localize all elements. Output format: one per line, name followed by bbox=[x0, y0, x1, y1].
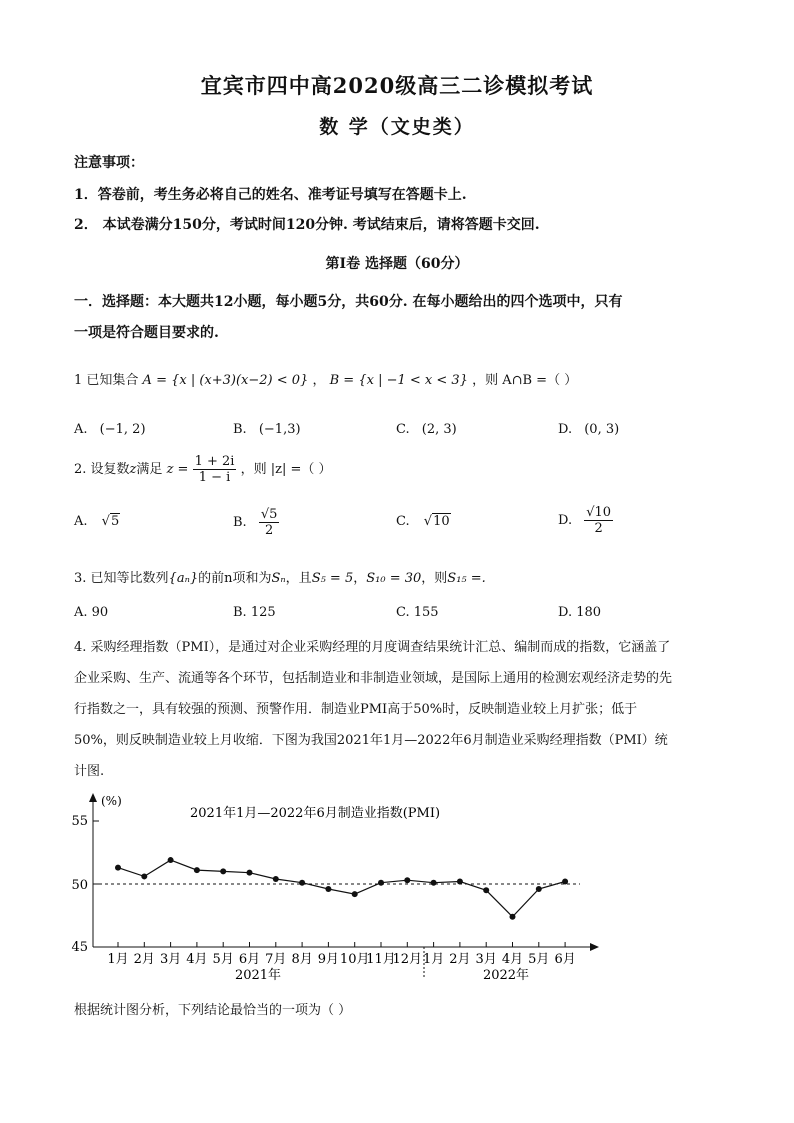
pmi-data-point bbox=[247, 870, 253, 876]
x-tick-label: 10月 bbox=[339, 952, 370, 967]
q1-option-c: C. (2, 3) bbox=[396, 422, 457, 437]
notice-heading: 注意事项： bbox=[74, 155, 144, 171]
q4-line-2: 企业采购、生产、流通等各个环节，包括制造业和非制造业领域，是国际上通用的检测宏观经济走势的先 bbox=[74, 671, 673, 686]
page-title: 宜宾市四中高2020级高三二诊模拟考试 bbox=[200, 73, 594, 98]
q2-option-b: B. $\frac{√5}{2}$ bbox=[233, 507, 278, 538]
q4-line-4: 50%，则反映制造业较上月收缩．下图为我国2021年1月—2022年6月制造业采购经理指数（PMI）统 bbox=[74, 733, 668, 748]
pmi-data-point bbox=[273, 876, 279, 882]
x-tick-label: 12月 bbox=[392, 952, 423, 967]
pmi-data-point bbox=[404, 877, 410, 883]
chart-title: 2021年1月—2022年6月制造业指数(PMI) bbox=[190, 806, 441, 821]
pmi-data-point bbox=[325, 886, 331, 892]
q2-tail: ，则 |z| =（ ） bbox=[240, 462, 332, 477]
y-tick-45: 45 bbox=[71, 940, 88, 955]
year-label-2021: 2021年 bbox=[234, 968, 282, 983]
q3-option-c: C. 155 bbox=[396, 605, 439, 620]
q1-tail: ，则 A∩B =（ ） bbox=[472, 373, 578, 388]
x-tick-label: 1月 bbox=[422, 952, 445, 967]
x-tick-label: 6月 bbox=[238, 952, 261, 967]
q3-option-a: A. 90 bbox=[74, 605, 109, 620]
q1-prefix: 1 已知集合 bbox=[74, 373, 139, 388]
year-label-2022: 2022年 bbox=[482, 968, 530, 983]
q1-option-d-value: (0, 3) bbox=[584, 422, 620, 437]
q3-option-b: B. 125 bbox=[233, 605, 276, 620]
section-intro-line-2: 一项是符合题目要求的. bbox=[74, 325, 219, 341]
q2-option-a: A. √5 bbox=[74, 514, 120, 529]
x-tick-label: 11月 bbox=[366, 952, 396, 967]
q4-line-1: 4. 采购经理指数（PMI），是通过对企业采购经理的月度调查结果统计汇总、编制而成的指数，它涵盖了 bbox=[74, 640, 671, 655]
pmi-data-point bbox=[378, 880, 384, 886]
pmi-data-point bbox=[194, 867, 200, 873]
pmi-data-point bbox=[141, 873, 147, 879]
page-subtitle: 数 学（文史类） bbox=[319, 116, 475, 138]
q1-separator: ， bbox=[312, 373, 326, 388]
notice-item-2: 2． 本试卷满分150分，考试时间120分钟. 考试结束后，请将答题卡交回. bbox=[74, 217, 540, 233]
y-tick-55: 55 bbox=[71, 814, 88, 829]
q2-option-c: C. √10 bbox=[396, 514, 450, 529]
x-tick-label: 8月 bbox=[291, 952, 313, 967]
x-tick-label: 2月 bbox=[449, 952, 471, 967]
x-tick-label: 3月 bbox=[159, 952, 182, 967]
x-tick-label: 3月 bbox=[475, 952, 497, 967]
pmi-data-point bbox=[220, 868, 226, 874]
q1-option-b-value: (−1,3) bbox=[258, 422, 301, 437]
section-title: 第I卷 选择题（60分） bbox=[325, 256, 469, 272]
q1-option-c-value: (2, 3) bbox=[421, 422, 457, 437]
x-tick-label: 5月 bbox=[528, 952, 550, 967]
pmi-data-point bbox=[168, 857, 174, 863]
pmi-data-point bbox=[431, 880, 437, 886]
q1-option-b: B. (−1,3) bbox=[233, 422, 301, 437]
pmi-series-line bbox=[118, 860, 565, 917]
x-tick-label: 4月 bbox=[501, 952, 524, 967]
notice-item-1: 1．答卷前，考生务必将自己的姓名、准考证号填写在答题卡上. bbox=[74, 187, 467, 203]
x-tick-label: 1月 bbox=[107, 952, 129, 967]
x-tick-label: 2月 bbox=[133, 952, 155, 967]
q4-line-5: 计图. bbox=[74, 764, 105, 779]
q1-option-a-value: (−1, 2) bbox=[99, 422, 146, 437]
pmi-line-chart bbox=[0, 780, 794, 990]
pmi-data-point bbox=[483, 887, 489, 893]
x-axis-arrow bbox=[590, 943, 599, 951]
pmi-data-point bbox=[457, 878, 463, 884]
q1-option-a: A. (−1, 2) bbox=[74, 422, 146, 437]
q4-line-3: 行指数之一，具有较强的预测、预警作用．制造业PMI高于50%时，反映制造业较上月扩张；低于 bbox=[74, 702, 638, 717]
question-3: 3. 已知等比数列{aₙ}的前n项和为Sₙ，且S₅ = 5，S₁₀ = 30，则S₁₅ =. bbox=[74, 571, 486, 586]
q3-option-d: D. 180 bbox=[558, 605, 602, 620]
y-axis-arrow bbox=[89, 793, 97, 802]
y-axis-unit: (%) bbox=[101, 794, 122, 808]
pmi-data-point bbox=[115, 865, 121, 871]
q4-question: 根据统计图分析，下列结论最恰当的一项为（ ） bbox=[74, 1003, 352, 1018]
pmi-data-point bbox=[510, 914, 516, 920]
question-2: 2. 设复数z满足 z = $\frac{1 + 2i}{1 - i}$ ，则 |z| =（ ） bbox=[74, 454, 332, 485]
q1-set-b: B = {x | −1 < x < 3} bbox=[329, 373, 468, 388]
q1-set-a: A = {x | (x+3)(x−2) < 0} bbox=[142, 373, 309, 388]
pmi-data-point bbox=[299, 880, 305, 886]
x-tick-label: 4月 bbox=[186, 952, 208, 967]
q2-fraction: $\frac{1 + 2i}{1 - i}$ bbox=[194, 454, 235, 485]
x-tick-label: 9月 bbox=[317, 952, 340, 967]
x-tick-label: 5月 bbox=[212, 952, 234, 967]
question-1 bbox=[74, 369, 577, 388]
q2-prefix: 2. 设复数 bbox=[74, 462, 130, 477]
section-intro-line-1: 一．选择题：本大题共12小题，每小题5分，共60分. 在每小题给出的四个选项中，只有 bbox=[74, 294, 623, 310]
x-tick-label: 6月 bbox=[554, 952, 576, 967]
pmi-data-point bbox=[536, 886, 542, 892]
pmi-data-point bbox=[352, 891, 358, 897]
y-tick-50: 50 bbox=[71, 878, 88, 893]
pmi-data-point bbox=[562, 878, 568, 884]
q2-option-d: D. $\frac{√10}{2}$ bbox=[558, 505, 612, 536]
x-tick-label: 7月 bbox=[265, 952, 287, 967]
q1-option-d: D. (0, 3) bbox=[558, 422, 620, 437]
